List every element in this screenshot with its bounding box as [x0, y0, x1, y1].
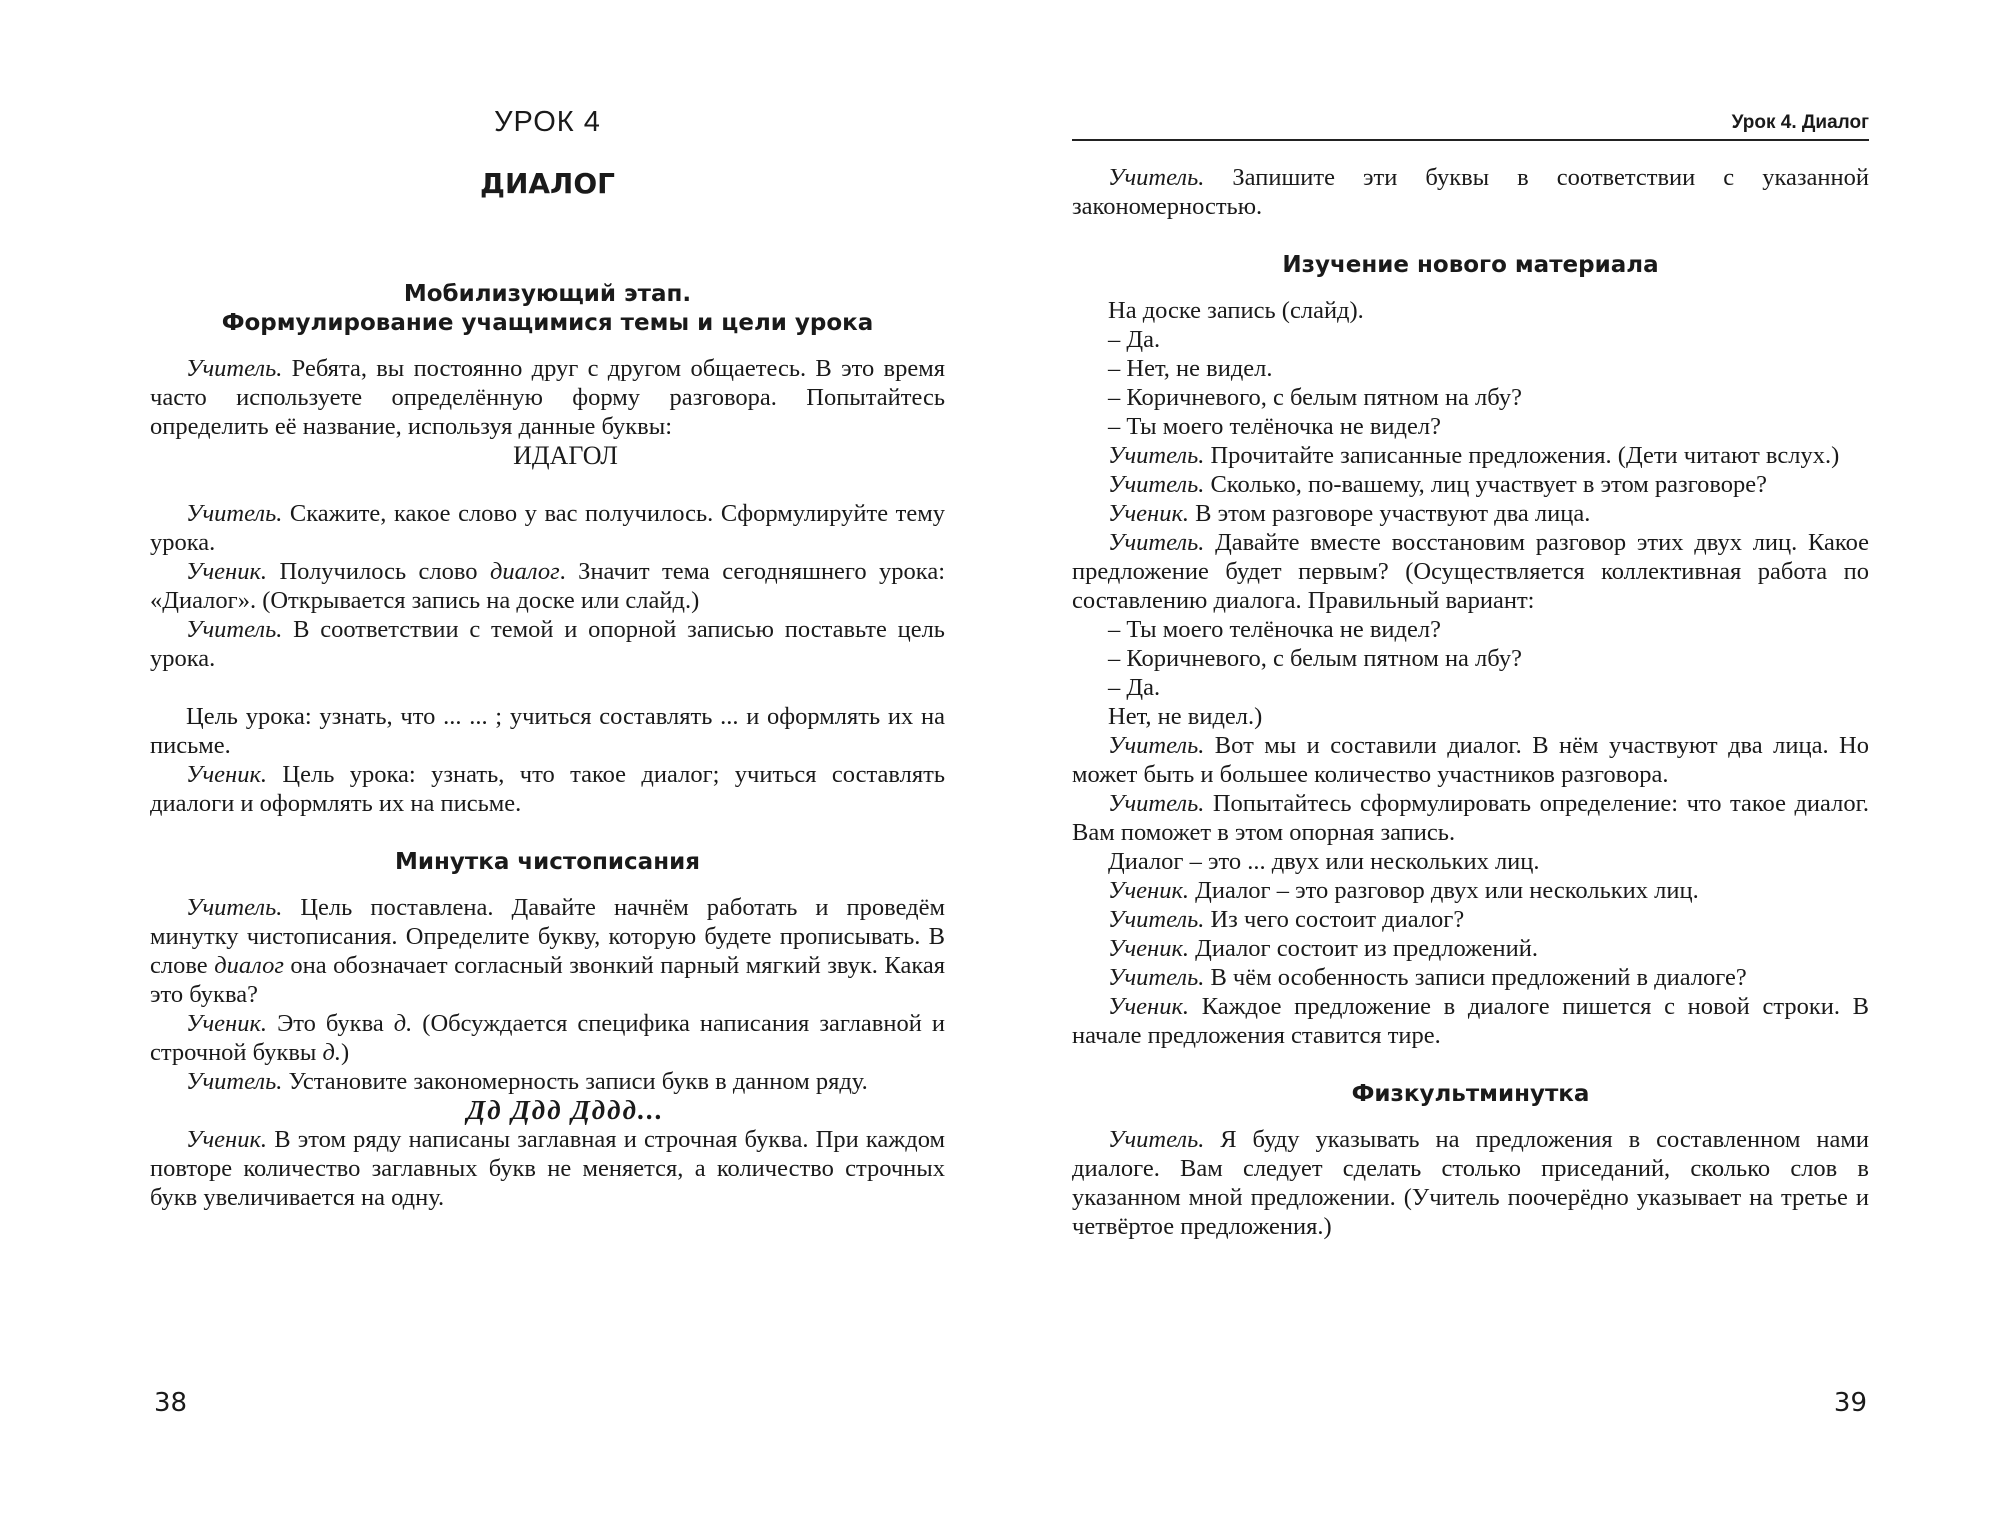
paragraph [1072, 163, 1869, 221]
paragraph-text: В чём особенность записи предложений в диалоге? [1204, 964, 1747, 991]
paragraph-text: Прочитайте записанные предложения. (Дети читают вслух.) [1204, 442, 1840, 469]
paragraph [150, 1125, 945, 1212]
speaker-label: Ученик. [1108, 877, 1190, 904]
speaker-label: Учитель. [1108, 732, 1205, 759]
paragraph [1072, 789, 1869, 847]
section-heading-line: Мобилизующий этап. [403, 281, 692, 307]
italic-word: диалог [489, 558, 560, 585]
italic-letter: д. [322, 1039, 342, 1066]
paragraph [150, 354, 945, 441]
page-number: 38 [154, 1388, 188, 1418]
paragraph-text: Скажите, какое слово у вас получилось. Сформулируйте тему урока. [150, 500, 945, 556]
paragraph-text: Цель урока: узнать, что такое диалог; учиться составлять диалоги и оформлять их на письме. [150, 761, 945, 817]
paragraph-text: Запишите эти буквы в соответствии с указанной закономерностью. [1072, 164, 1869, 220]
paragraph [150, 615, 945, 673]
paragraph-text: Я буду указывать на предложения в составленном нами диалоге. Вам следует сделать столько приседаний, сколько слов в указанном мной предложении. (Учитель поочерёдно указывает на третье и четвёртое предложения.) [1072, 1126, 1869, 1240]
speaker-label: Учитель. [1108, 1126, 1205, 1153]
speaker-label: Учитель. [1108, 790, 1205, 817]
speaker-label: Ученик. [1108, 993, 1190, 1020]
dialogue-line: Нет, не видел.) [1108, 703, 1263, 730]
left-page [150, 0, 945, 1513]
paragraph [150, 1067, 945, 1096]
paragraph [1072, 1125, 1869, 1241]
paragraph-text: Попытайтесь сформулировать определение: что такое диалог. Вам поможет в этом опорная запись. [1072, 790, 1869, 846]
paragraph-text: Цель поставлена. Давайте начнём работать и проведём минутку чистописания. Определите букву, которую будете прописывать. В слове [150, 894, 945, 979]
paragraph [1072, 441, 1869, 470]
speaker-label: Учитель. [186, 1068, 283, 1095]
paragraph [1072, 528, 1869, 615]
speaker-label: Ученик. [1108, 935, 1190, 962]
goal-template: Цель урока: узнать, что ... ... ; учиться составлять ... и оформлять их на письме. [150, 703, 945, 759]
paragraph [150, 499, 945, 557]
italic-letter: д. [393, 1010, 413, 1037]
paragraph-text: Из чего состоит диалог? [1204, 906, 1465, 933]
speaker-label: Учитель. [186, 894, 283, 921]
paragraph-text: Диалог состоит из предложений. [1189, 935, 1539, 962]
speaker-label: Учитель. [1108, 442, 1205, 469]
speaker-label: Учитель. [186, 355, 283, 382]
paragraph-text: Установите закономерность записи букв в данном ряду. [282, 1068, 868, 1095]
paragraph-text: Получилось слово [267, 558, 490, 585]
section-heading-mobilizing [150, 280, 945, 338]
speaker-label: Учитель. [1108, 964, 1205, 991]
section-heading-penmanship: Минутка чистописания [395, 849, 700, 875]
section-heading-new-material: Изучение нового материала [1282, 252, 1659, 278]
right-page-text [1072, 163, 1869, 1241]
paragraph-text: В соответствии с темой и опорной записью поставьте цель урока. [150, 616, 945, 672]
definition-template: Диалог – это ... двух или нескольких лиц. [1108, 848, 1540, 875]
dialogue-line: – Ты моего телёночка не видел? [1108, 616, 1441, 643]
paragraph-text: Диалог – это разговор двух или нескольких лиц. [1189, 877, 1699, 904]
lesson-title: ДИАЛОГ [480, 167, 615, 200]
board-intro: На доске запись (слайд). [1108, 297, 1364, 324]
scrambled-word: ИДАГОЛ [513, 441, 618, 470]
board-line: – Ты моего телёночка не видел? [1108, 413, 1441, 440]
left-page-text [150, 280, 945, 1212]
page-number: 39 [1833, 1388, 1867, 1418]
running-head: Урок 4. Диалог [1072, 112, 1869, 141]
dialogue-line: – Коричневого, с белым пятном на лбу? [1108, 645, 1522, 672]
speaker-label: Учитель. [1108, 471, 1205, 498]
paragraph [1072, 876, 1869, 905]
paragraph-text: ) [341, 1039, 350, 1066]
paragraph [150, 893, 945, 1009]
paragraph-text: (Обсуждается специфика написания заглавной и строчной буквы [150, 1010, 945, 1066]
paragraph-text: . Значит тема сегодняшнего урока: «Диалог». (Открывается запись на доске или слайд.) [150, 558, 945, 614]
speaker-label: Учитель. [1108, 529, 1205, 556]
section-heading-line: Формулирование учащимися темы и цели урока [221, 310, 874, 336]
paragraph [1072, 963, 1869, 992]
paragraph [1072, 499, 1869, 528]
paragraph-text: Ребята, вы постоянно друг с другом общаетесь. В это время часто используете определённую форму разговора. Попытайтесь определить её название, используя данные буквы: [150, 355, 945, 440]
paragraph [1072, 731, 1869, 789]
paragraph [1072, 470, 1869, 499]
dialogue-line: – Да. [1108, 674, 1161, 701]
paragraph [1072, 934, 1869, 963]
speaker-label: Учитель. [1108, 164, 1205, 191]
speaker-label: Ученик. [186, 1126, 268, 1153]
speaker-label: Ученик. [186, 558, 268, 585]
speaker-label: Ученик. [186, 761, 268, 788]
speaker-label: Учитель. [186, 500, 283, 527]
board-line: – Коричневого, с белым пятном на лбу? [1108, 384, 1522, 411]
speaker-label: Учитель. [186, 616, 283, 643]
paragraph [1072, 905, 1869, 934]
paragraph [150, 557, 945, 615]
paragraph-text: Сколько, по-вашему, лиц участвует в этом разговоре? [1204, 471, 1767, 498]
paragraph [150, 760, 945, 818]
paragraph-text: Давайте вместе восстановим разговор этих двух лиц. Какое предложение будет первым? (Осуществляется коллективная работа по составлению диалога. Правильный вариант: [1072, 529, 1869, 614]
paragraph-text: Вот мы и составили диалог. В нём участвуют два лица. Но может быть и большее количество участников разговора. [1072, 732, 1869, 788]
paragraph-text: Это буква [267, 1010, 394, 1037]
board-line: – Да. [1108, 326, 1161, 353]
board-line: – Нет, не видел. [1108, 355, 1273, 382]
speaker-label: Ученик. [186, 1010, 268, 1037]
section-heading-exercise-break: Физкультминутка [1351, 1081, 1590, 1107]
paragraph-text: В этом разговоре участвуют два лица. [1189, 500, 1591, 527]
paragraph-text: она обозначает согласный звонкий парный мягкий звук. Какая это буква? [150, 952, 946, 1008]
italic-word: диалог [214, 952, 284, 979]
paragraph [150, 1009, 945, 1067]
paragraph-text: В этом ряду написаны заглавная и строчная буква. При каждом повторе количество заглавных букв не меняется, а количество строчных букв увеличивается на одну. [150, 1126, 945, 1211]
letter-row: Дд Ддд Дддд... [466, 1095, 665, 1125]
right-page [1072, 0, 1869, 1513]
paragraph-text: Каждое предложение в диалоге пишется с новой строки. В начале предложения ставится тире. [1072, 993, 1869, 1049]
speaker-label: Ученик. [1108, 500, 1190, 527]
lesson-label: УРОК 4 [494, 106, 601, 138]
speaker-label: Учитель. [1108, 906, 1205, 933]
paragraph [1072, 992, 1869, 1050]
